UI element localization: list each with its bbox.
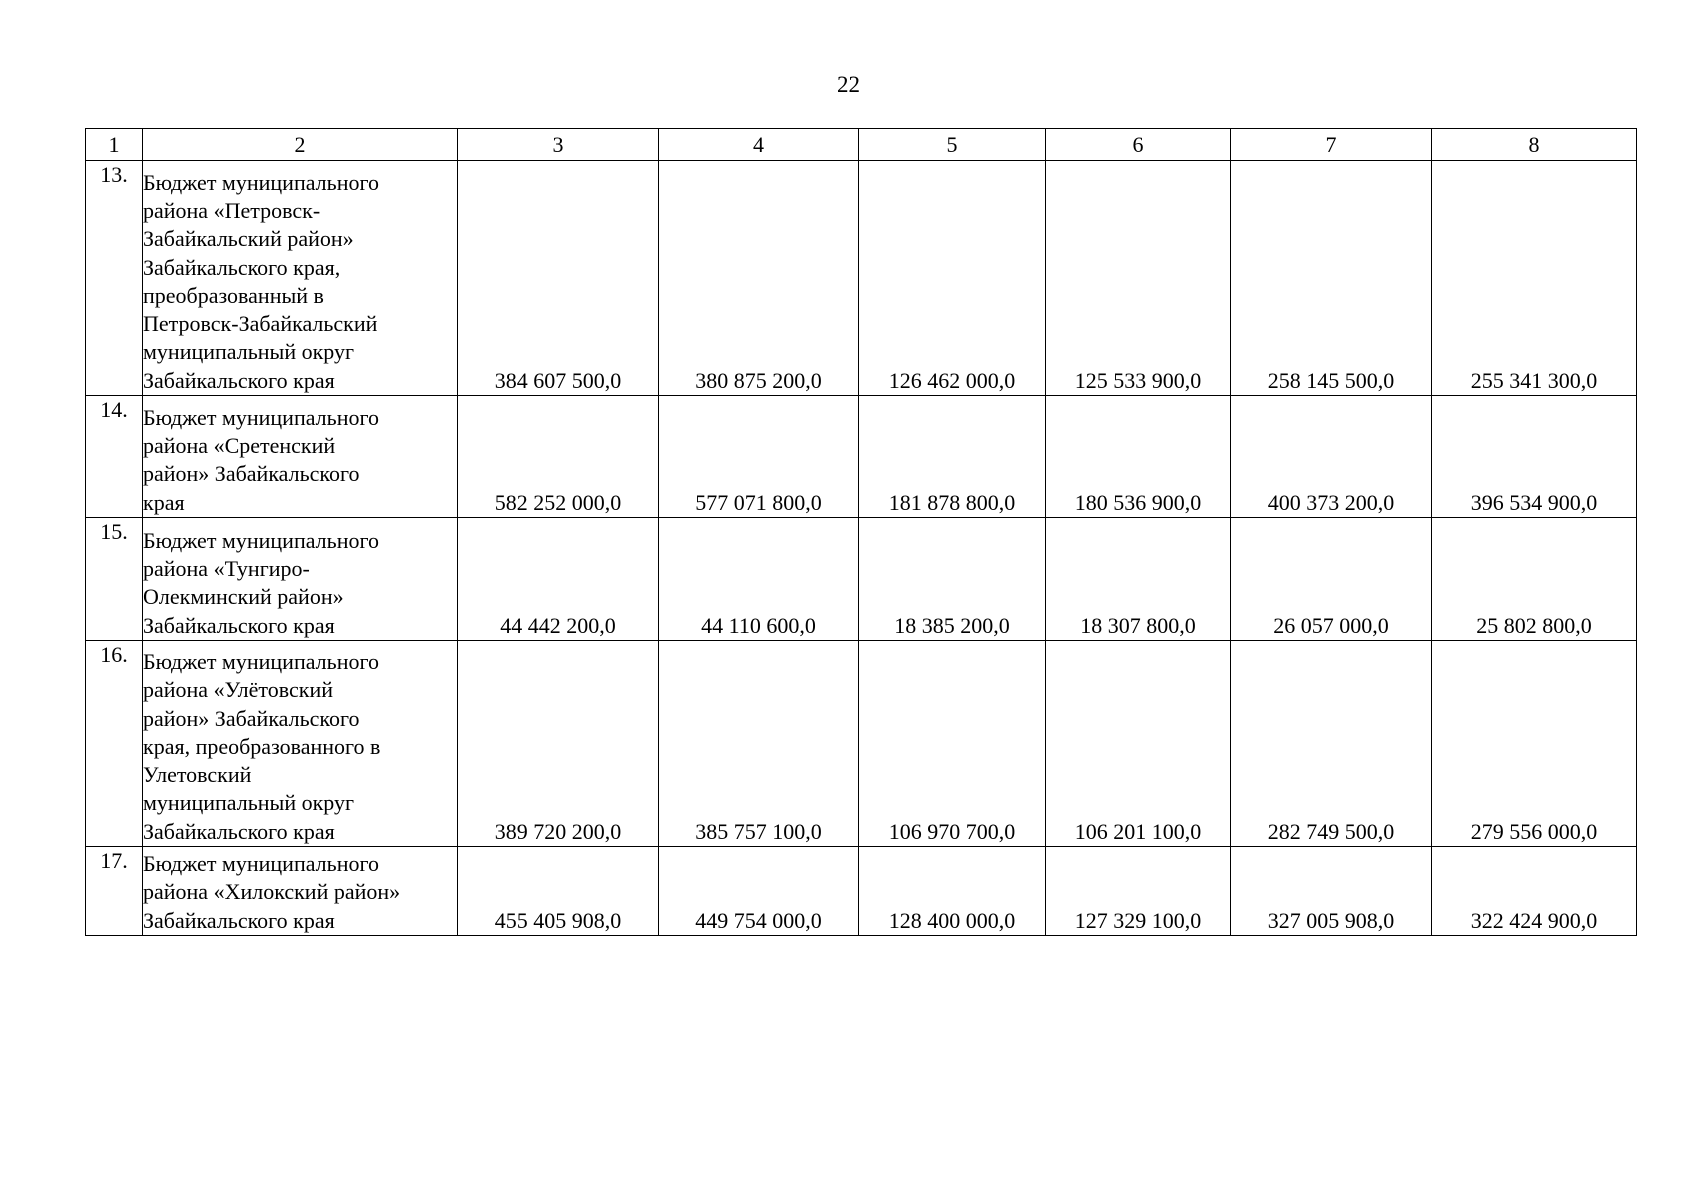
value-cell: 384 607 500,0 <box>458 161 659 396</box>
value-cell: 44 442 200,0 <box>458 518 659 641</box>
budget-name: Бюджет муниципального района «Тунгиро- Олекминский район» Забайкальского края <box>143 527 379 638</box>
table-row <box>86 396 1637 518</box>
budget-name-cell <box>143 518 458 641</box>
row-number: 15. <box>86 518 143 641</box>
value-cell: 18 385 200,0 <box>859 518 1046 641</box>
table-row <box>86 161 1637 396</box>
column-header: 2 <box>143 129 458 161</box>
value-cell: 449 754 000,0 <box>659 847 859 936</box>
value-cell: 389 720 200,0 <box>458 641 659 847</box>
column-header: 5 <box>859 129 1046 161</box>
budget-name: Бюджет муниципального района «Хилокский район» Забайкальского края <box>143 851 401 933</box>
value-cell: 279 556 000,0 <box>1432 641 1637 847</box>
value-cell: 400 373 200,0 <box>1231 396 1432 518</box>
budget-name-cell <box>143 161 458 396</box>
value-cell: 180 536 900,0 <box>1046 396 1231 518</box>
budget-name: Бюджет муниципального района «Петровск- Забайкальский район» Забайкальского края, преобразованный в Петровск-Забайкальский муниципальный округ Забайкальского края <box>143 169 379 393</box>
value-cell: 282 749 500,0 <box>1231 641 1432 847</box>
budget-name: Бюджет муниципального района «Улётовский район» Забайкальского края, преобразованного в Улетовский муниципальный округ Забайкальского края <box>143 648 381 844</box>
value-cell: 327 005 908,0 <box>1231 847 1432 936</box>
value-cell: 396 534 900,0 <box>1432 396 1637 518</box>
value-cell: 577 071 800,0 <box>659 396 859 518</box>
column-header: 3 <box>458 129 659 161</box>
budget-table <box>85 128 1637 936</box>
column-header: 4 <box>659 129 859 161</box>
value-cell: 127 329 100,0 <box>1046 847 1231 936</box>
page-number: 22 <box>837 72 860 97</box>
row-number: 14. <box>86 396 143 518</box>
value-cell: 385 757 100,0 <box>659 641 859 847</box>
value-cell: 128 400 000,0 <box>859 847 1046 936</box>
value-cell: 255 341 300,0 <box>1432 161 1637 396</box>
value-cell: 258 145 500,0 <box>1231 161 1432 396</box>
value-cell: 322 424 900,0 <box>1432 847 1637 936</box>
budget-name-cell <box>143 396 458 518</box>
value-cell: 44 110 600,0 <box>659 518 859 641</box>
value-cell: 126 462 000,0 <box>859 161 1046 396</box>
table-row <box>86 518 1637 641</box>
value-cell: 582 252 000,0 <box>458 396 659 518</box>
column-header: 7 <box>1231 129 1432 161</box>
table-row <box>86 847 1637 936</box>
column-header: 6 <box>1046 129 1231 161</box>
value-cell: 125 533 900,0 <box>1046 161 1231 396</box>
budget-name-cell <box>143 847 458 936</box>
row-number: 16. <box>86 641 143 847</box>
table-row <box>86 641 1637 847</box>
header-row <box>86 129 1637 161</box>
value-cell: 181 878 800,0 <box>859 396 1046 518</box>
row-number: 17. <box>86 847 143 936</box>
column-header: 1 <box>86 129 143 161</box>
value-cell: 106 201 100,0 <box>1046 641 1231 847</box>
value-cell: 25 802 800,0 <box>1432 518 1637 641</box>
value-cell: 106 970 700,0 <box>859 641 1046 847</box>
value-cell: 18 307 800,0 <box>1046 518 1231 641</box>
budget-name-cell <box>143 641 458 847</box>
column-header: 8 <box>1432 129 1637 161</box>
value-cell: 380 875 200,0 <box>659 161 859 396</box>
value-cell: 455 405 908,0 <box>458 847 659 936</box>
value-cell: 26 057 000,0 <box>1231 518 1432 641</box>
row-number: 13. <box>86 161 143 396</box>
budget-name: Бюджет муниципального района «Сретенский район» Забайкальского края <box>143 404 379 515</box>
